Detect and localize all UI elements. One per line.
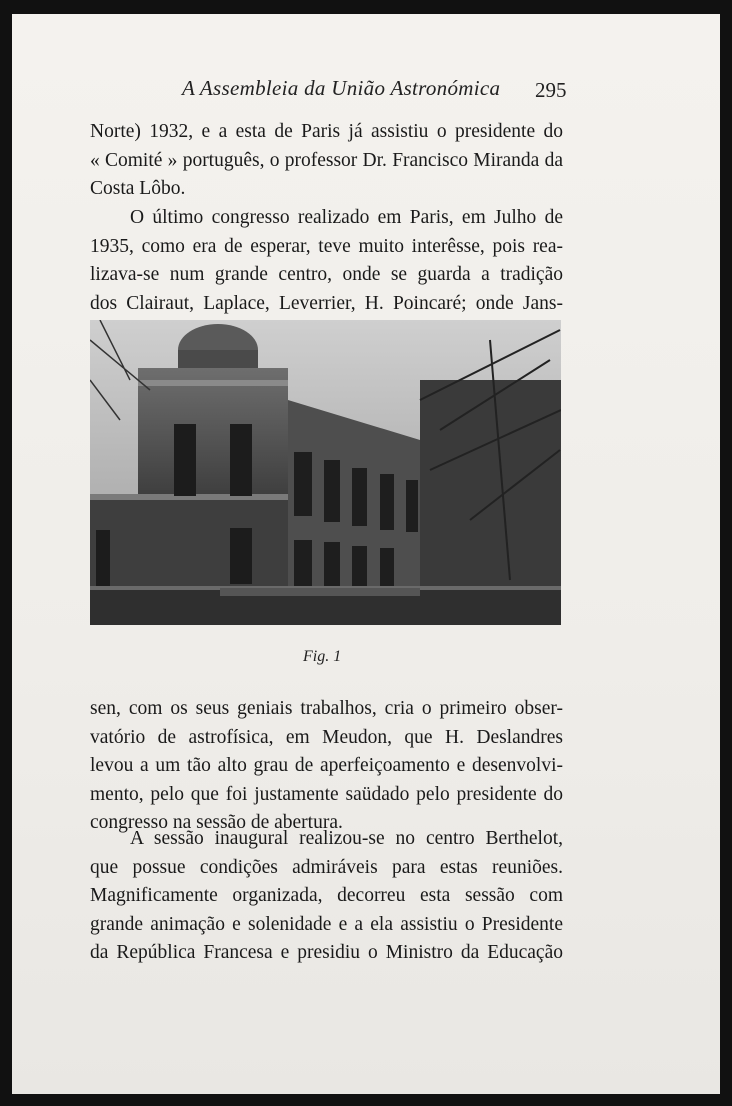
text-line: dos Clairaut, Laplace, Leverrier, H. Poincaré; onde Jans- xyxy=(90,292,563,314)
text-line: vatório de astrofísica, em Meudon, que H. Deslandres xyxy=(90,726,563,748)
paragraph-2 xyxy=(90,204,563,318)
figure-caption: Fig. 1 xyxy=(303,648,342,665)
paragraph-4 xyxy=(90,825,563,968)
text-line: Magnificamente organizada, decorreu esta sessão com xyxy=(90,885,563,906)
building-photo-illustration xyxy=(90,320,561,625)
text-line: levou a um tão alto grau de aperfeiçoamento e desenvolvi- xyxy=(90,755,563,776)
paragraph-3 xyxy=(90,695,563,838)
text-line: Norte) 1932, e a esta de Paris já assistiu o presidente do xyxy=(90,121,563,142)
text-line: « Comité » português, o professor Dr. Francisco Miranda da xyxy=(90,149,563,171)
text-line: mento, pelo que foi justamente saüdado pelo presidente do xyxy=(90,783,563,805)
text-line: congresso na sessão de abertura. xyxy=(90,812,343,833)
text-line: 1935, como era de esperar, teve muito interêsse, pois rea- xyxy=(90,235,563,257)
running-title: A Assembleia da União Astronómica xyxy=(182,76,501,100)
scan-border xyxy=(0,0,732,14)
text-line: sen, com os seus geniais trabalhos, cria o primeiro obser- xyxy=(90,698,563,719)
text-line: A sessão inaugural realizou-se no centro Berthelot, xyxy=(130,828,563,849)
text-line: Costa Lôbo. xyxy=(90,178,186,199)
page-number: 295 xyxy=(535,78,567,102)
text-line: que possue condições admiráveis para estas reuniões. xyxy=(90,856,563,878)
text-line: lizava-se num grande centro, onde se guarda a tradição xyxy=(90,264,563,285)
text-line: O último congresso realizado em Paris, em Julho de xyxy=(130,207,563,228)
book-page xyxy=(12,14,720,1094)
text-line: da República Francesa e presidiu o Ministro da Educação xyxy=(90,942,563,963)
text-line: grande animação e solenidade e a ela assistiu o Presidente xyxy=(90,913,563,935)
paragraph-1 xyxy=(90,118,563,204)
figure-photograph-meudon-observatory xyxy=(90,320,561,625)
